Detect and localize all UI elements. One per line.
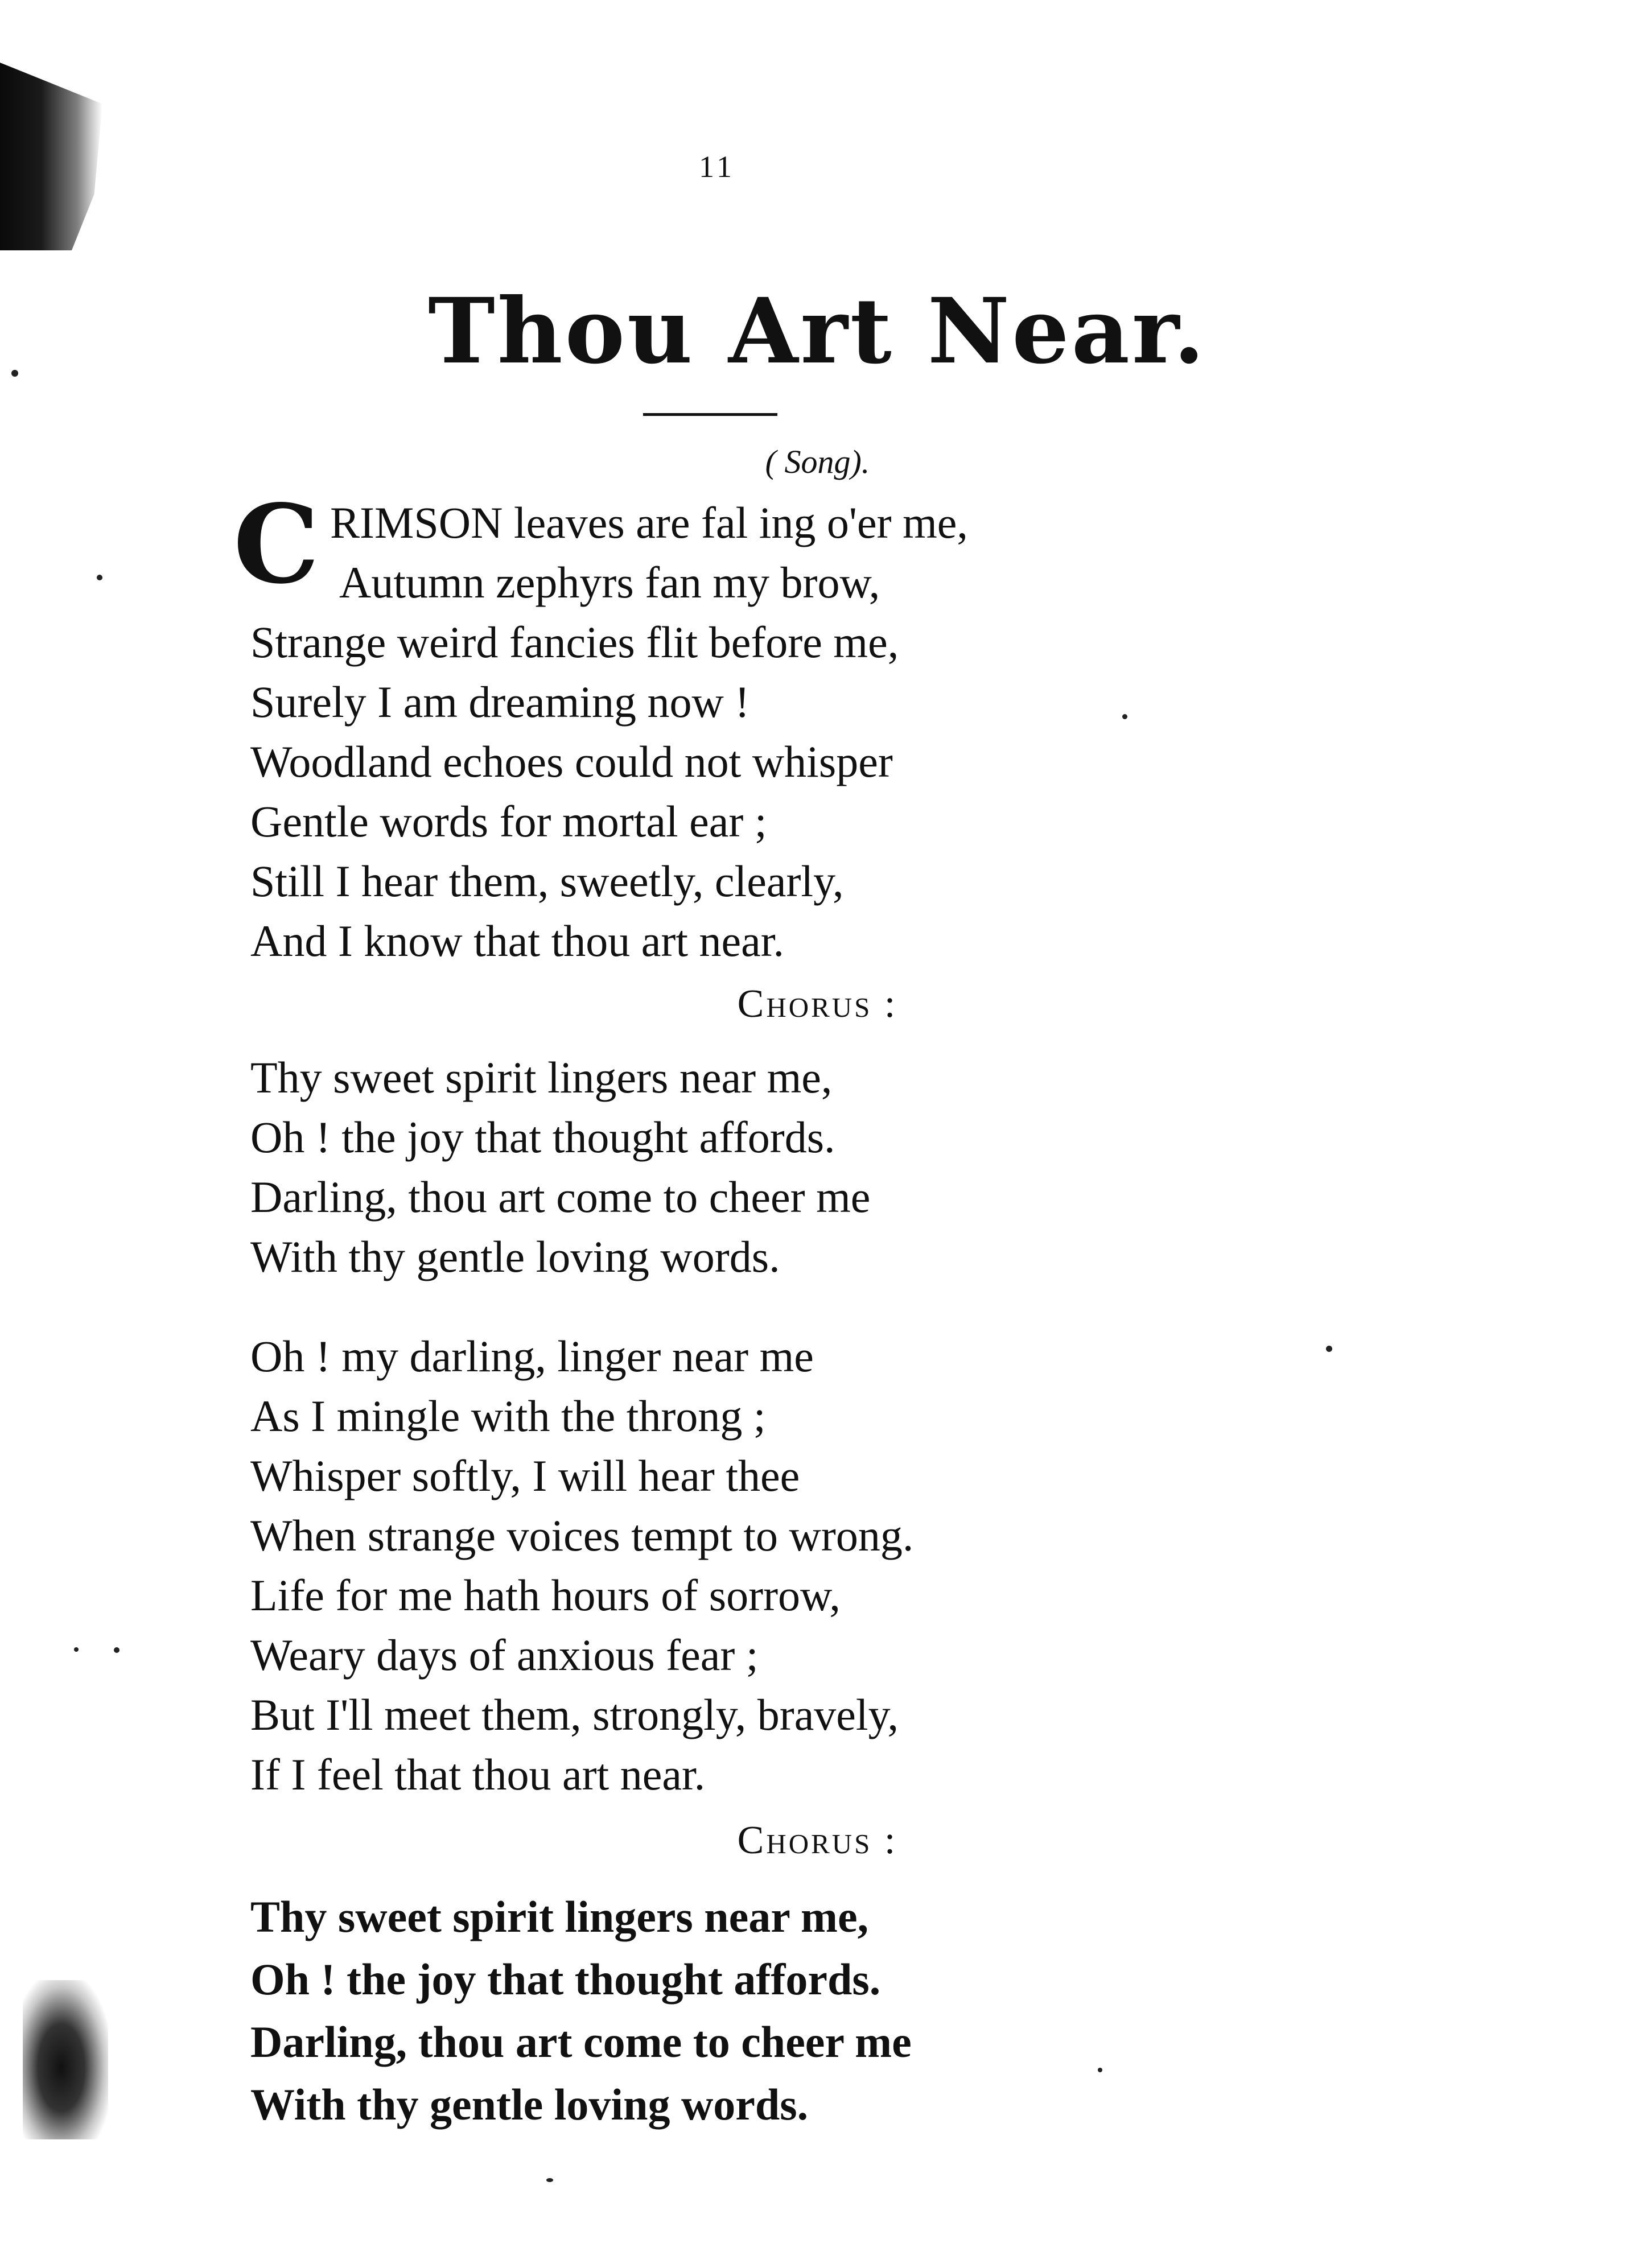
verse-line: And I know that thou art near. [250,916,784,966]
scan-speck [97,575,102,580]
poem-subtitle: ( Song). [765,443,870,480]
verse-line: Whisper softly, I will hear thee [250,1451,800,1500]
chorus-heading: Chorus : [737,1818,898,1862]
poem-title: Thou Art Near. [428,279,1207,384]
verse-line: Life for me hath hours of sorrow, [250,1570,841,1620]
verse-line: As I mingle with the throng ; [250,1391,766,1441]
verse-line: Surely I am dreaming now ! [250,677,750,727]
verse-line: With thy gentle loving words. [250,1232,780,1281]
verse-line: RIMSON leaves are fal ing o'er me, [330,498,968,547]
title-rule [643,413,777,416]
verse-line: Thy sweet spirit lingers near me, [250,1053,833,1102]
verse-line: Thy sweet spirit lingers near me, [250,1892,869,1941]
verse-line: When strange voices tempt to wrong. [250,1511,914,1560]
verse-line: Woodland echoes could not whisper [250,737,893,786]
scan-speck [74,1647,79,1652]
scan-edge-shadow-top [0,63,102,250]
scan-edge-shadow-bottom [23,1980,108,2139]
verse-line: Oh ! the joy that thought affords. [250,1112,835,1162]
verse-line: Still I hear them, sweetly, clearly, [250,856,844,906]
verse-line: Autumn zephyrs fan my brow, [339,558,880,607]
scan-speck [1122,714,1127,719]
verse-line: With thy gentle loving words. [250,2080,809,2129]
verse-line: Oh ! the joy that thought affords. [250,1954,881,2004]
verse-line: Darling, thou art come to cheer me [250,1172,871,1222]
scan-speck [1326,1346,1332,1352]
scan-speck [114,1647,120,1653]
chorus-heading: Chorus : [737,982,898,1026]
scan-speck [546,2178,553,2182]
verse-line: Oh ! my darling, linger near me [250,1331,814,1381]
drop-cap: C [233,481,320,608]
verse-line: Darling, thou art come to cheer me [250,2017,912,2067]
verse-line: Gentle words for mortal ear ; [250,797,767,846]
verse-line: But I'll meet them, strongly, bravely, [250,1690,899,1739]
verse-line: Weary days of anxious fear ; [250,1630,759,1680]
verse-line: If I feel that thou art near. [250,1750,706,1799]
scan-speck [1098,2068,1102,2072]
page-number: 11 [699,150,735,184]
verse-line: Strange weird fancies flit before me, [250,617,899,667]
